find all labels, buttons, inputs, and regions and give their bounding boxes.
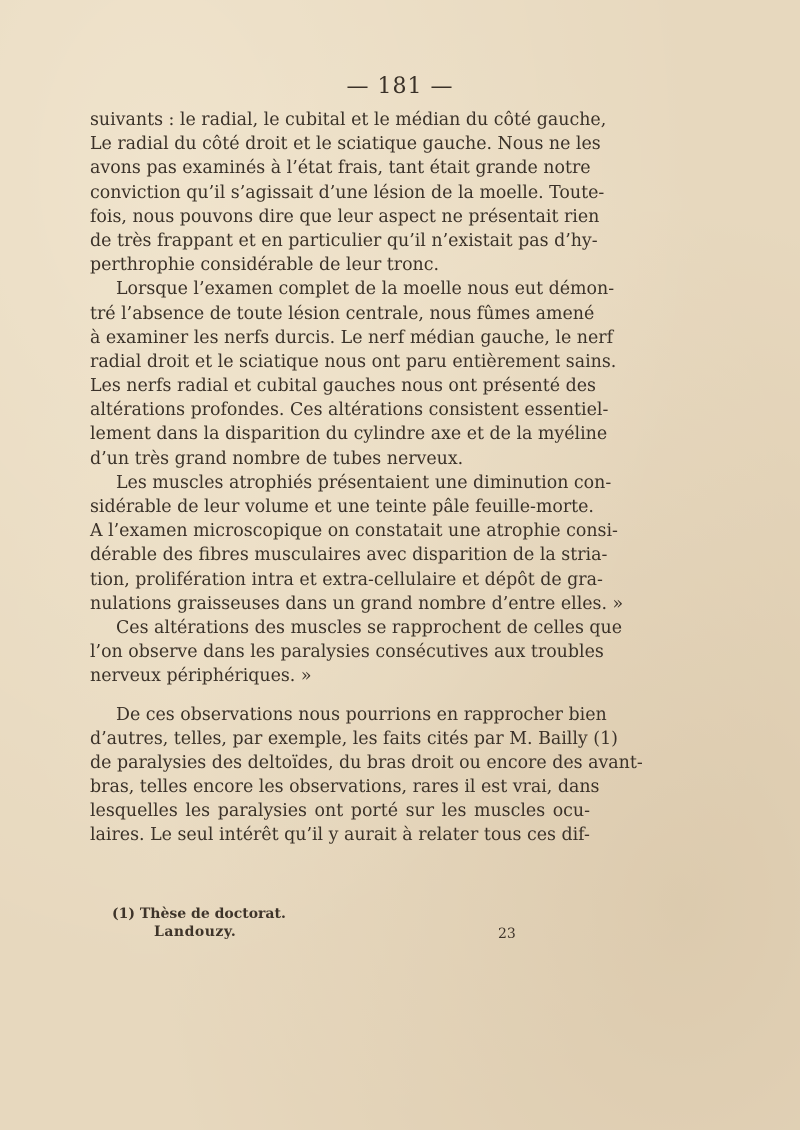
text-line: nulations graisseuses dans un grand nombre d’entre elles. » [90,593,624,614]
text-line: de paralysies des deltoïdes, du bras droit ou encore des avant- [90,752,643,773]
text-line: avons pas examinés à l’état frais, tant était grande notre [90,158,591,179]
text-line: lement dans la disparition du cylindre axe et de la myéline [90,424,608,445]
paragraph [90,471,624,616]
footnote: (1) Thèse de doctorat. [112,906,286,922]
text-line: laires. Le seul intérêt qu’il y aurait à relater tous ces dif- [90,825,590,846]
paragraph [90,703,643,848]
text-line: à examiner les nerfs durcis. Le nerf médian gauche, le nerf [90,327,614,348]
text-line: bras, telles encore les observations, rares il est vrai, dans [90,777,600,798]
text-line: Ces altérations des muscles se rapprochent de celles que [116,617,623,638]
signature-name: Landouzy. [154,924,237,940]
text-line: radial droit et le sciatique nous ont paru entièrement sains. [90,351,617,372]
text-line: lesquelles les paralysies ont porté sur les muscles ocu- [90,801,590,822]
text-line: tion, prolifération intra et extra-cellulaire et dépôt de gra- [90,569,603,590]
text-line: altérations profondes. Ces altérations consistent essentiel- [90,400,609,421]
text-line: dérable des fibres musculaires avec disparition de la stria- [90,545,608,566]
text-line: de très frappant et en particulier qu’il n’existait pas d’hy- [90,230,598,251]
paragraph [90,277,617,471]
text-line: Les muscles atrophiés présentaient une diminution con- [116,472,612,493]
text-line: conviction qu’il s’agissait d’une lésion de la moelle. Toute- [90,182,605,203]
page-number-header: — 181 — [346,74,454,99]
text-line: De ces observations nous pourrions en rapprocher bien [116,704,607,725]
text-line: Lorsque l’examen complet de la moelle nous eut démon- [116,279,615,300]
text-line: l’on observe dans les paralysies consécutives aux troubles [90,642,604,663]
text-line: Les nerfs radial et cubital gauches nous ont présenté des [90,376,596,397]
body-text [90,108,643,848]
text-line: suivants : le radial, le cubital et le médian du côté gauche, [90,110,607,130]
text-line: sidérable de leur volume et une teinte pâle feuille-morte. [90,497,594,517]
paragraph-gap [90,689,590,703]
text-line: perthrophie considérable de leur tronc. [90,255,440,276]
text-line: d’un très grand nombre de tubes nerveux. [90,448,464,469]
paragraph [90,616,623,689]
text-line: fois, nous pouvons dire que leur aspect ne présentait rien [90,206,600,227]
text-line: A l’examen microscopique on constatait une atrophie consi- [90,521,618,542]
text-line: tré l’absence de toute lésion centrale, nous fûmes amené [90,303,595,324]
text-line: nerveux périphériques. » [90,666,312,687]
text-line: Le radial du côté droit et le sciatique gauche. Nous ne les [90,134,601,155]
paragraph [90,108,607,277]
signature-number: 23 [498,926,516,942]
text-line: d’autres, telles, par exemple, les faits cités par M. Bailly (1) [90,728,618,749]
